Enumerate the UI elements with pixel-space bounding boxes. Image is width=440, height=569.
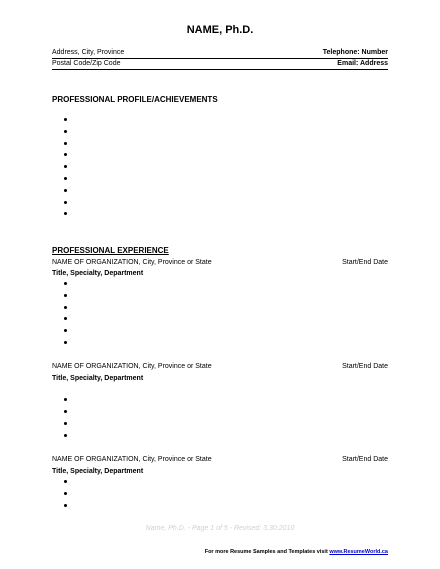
bullet-point <box>64 153 67 156</box>
bullet-point <box>64 434 67 437</box>
address-line-1: Address, City, Province <box>52 49 125 56</box>
bullet-point <box>64 294 67 297</box>
address-line-2: Postal Code/Zip Code <box>52 60 121 67</box>
title-1: Title, Specialty, Department <box>52 270 144 277</box>
bullet-point <box>64 142 67 145</box>
dates-2: Start/End Date <box>342 363 388 370</box>
page-footer-info: Name, Ph.D. - Page 1 of 5 - Revised: 3.30.2010 <box>145 525 295 532</box>
bullet-point <box>64 165 67 168</box>
dates-1: Start/End Date <box>342 259 388 266</box>
bullet-point <box>64 189 67 192</box>
bullet-point <box>64 212 67 215</box>
title-2: Title, Specialty, Department <box>52 375 144 382</box>
bullet-point <box>64 480 67 483</box>
bullet-point <box>64 317 67 320</box>
bullet-point <box>64 177 67 180</box>
experience-heading: PROFESSIONAL EXPERIENCE <box>52 246 169 255</box>
telephone: Telephone: Number <box>322 49 388 56</box>
bullet-point <box>64 504 67 507</box>
bullet-point <box>64 329 67 332</box>
promo-text: For more Resume Samples and Templates visit <box>204 549 330 555</box>
bullet-point <box>64 422 67 425</box>
organization-2: NAME OF ORGANIZATION, City, Province or State <box>52 363 212 370</box>
organization-1: NAME OF ORGANIZATION, City, Province or State <box>52 259 212 266</box>
resume-world-link[interactable]: www.ResumeWorld.ca <box>329 549 388 555</box>
bullet-point <box>64 118 67 121</box>
organization-3: NAME OF ORGANIZATION, City, Province or State <box>52 456 212 463</box>
promo-line <box>205 549 388 555</box>
bullet-point <box>64 201 67 204</box>
header-rule-2 <box>52 69 388 70</box>
bullet-point <box>64 410 67 413</box>
bullet-point <box>64 282 67 285</box>
bullet-point <box>64 306 67 309</box>
bullet-point <box>64 341 67 344</box>
profile-heading: PROFESSIONAL PROFILE/ACHIEVEMENTS <box>52 95 218 104</box>
bullet-point <box>64 130 67 133</box>
title-3: Title, Specialty, Department <box>52 468 144 475</box>
bullet-point <box>64 398 67 401</box>
email: Email: Address <box>337 60 388 67</box>
header-rule-1 <box>52 58 388 59</box>
dates-3: Start/End Date <box>342 456 388 463</box>
bullet-point <box>64 492 67 495</box>
resume-name: NAME, Ph.D. <box>186 24 254 36</box>
